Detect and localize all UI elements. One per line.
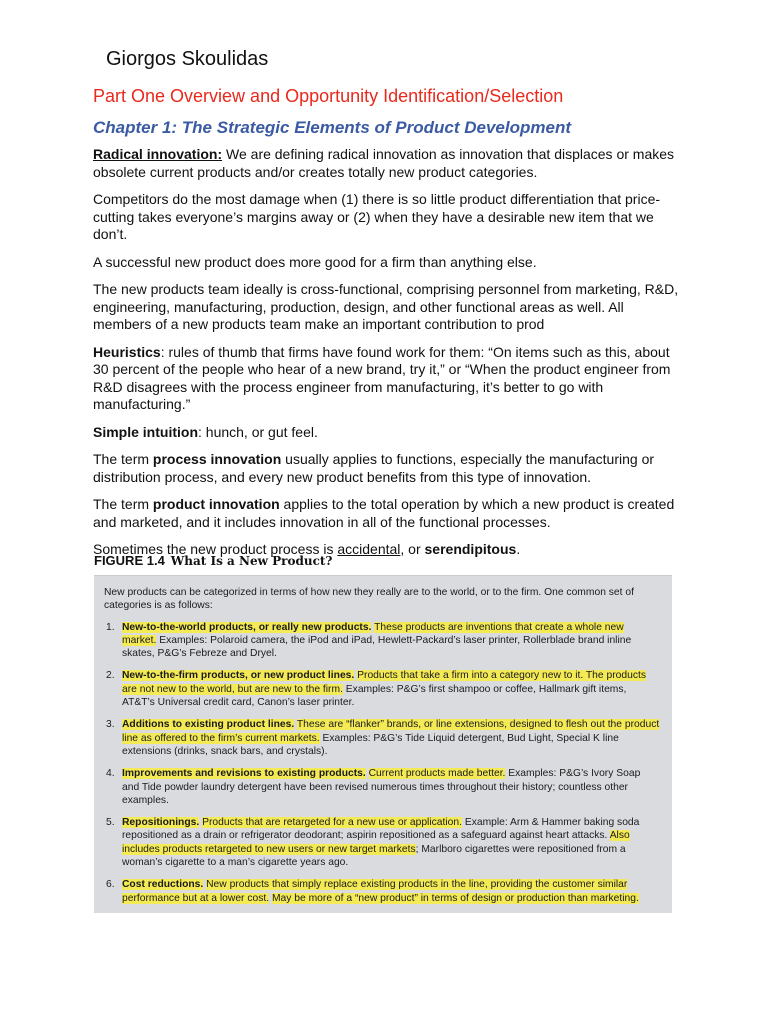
paragraph-text: . — [516, 541, 521, 557]
paragraph-heuristics — [93, 344, 683, 414]
part-title: Part One Overview and Opportunity Identification/Selection — [93, 86, 564, 106]
list-item — [104, 878, 660, 905]
body-text — [93, 146, 683, 569]
list-item-text: Examples: P&G’s first shampoo or coffee, Hallmark gift items, AT&T’s Universal credit card, Canon’s laser printer. — [122, 683, 627, 709]
paragraph-text: The term — [93, 496, 153, 512]
list-item — [104, 816, 660, 869]
list-item-text: Examples: P&G’s Tide Liquid detergent, Bud Light, Special K line extensions (drinks, snack bars, and crystals). — [122, 732, 619, 757]
paragraph-text: A successful new product does more good for a firm than anything else. — [93, 253, 537, 270]
author-name: Giorgos Skoulidas — [106, 48, 269, 70]
figure-title: What Is a New Product? — [170, 554, 333, 568]
paragraph-text: The term — [93, 451, 153, 467]
paragraph-text: applies to the total operation by which a new product is created and marketed, and it includes innovation in all of the functional processes. — [93, 496, 675, 530]
paragraph-text: We are defining radical innovation as innovation that displaces or makes obsolete current products and/or creates totally new product categories. — [93, 146, 675, 180]
list-item-text: Examples: Polaroid camera, the iPod and iPad, Hewlett-Packard’s laser printer, Rollerblade brand inline skates, P&G’s Febreze and Dryel. — [122, 634, 632, 660]
list-item-highlight: Also includes products retargeted to new users or new target markets — [122, 830, 630, 855]
list-item — [104, 669, 660, 709]
list-item-text: Example: Arm & Hammer baking soda repositioned as a drain or refrigerator deodorant; aspirin repositioned as a safeguard against heart attacks. — [122, 817, 640, 842]
list-item-term: New-to-the-world products, or really new products. — [122, 621, 372, 633]
figure-number: FIGURE 1.4 — [94, 553, 165, 568]
chapter-title: Chapter 1: The Strategic Elements of Product Development — [93, 118, 571, 137]
list-item-highlight: Products that are retargeted for a new use or application. — [202, 817, 462, 829]
list-item-highlight: Products that take a firm into a category new to it. The products are not new to the world, but are new to the firm. — [122, 670, 646, 695]
term-heuristics: Heuristics — [93, 343, 161, 360]
list-item-highlight: New products that simply replace existing products in the line, providing the customer similar performance but at a lower cost. — [122, 879, 628, 904]
list-item — [104, 621, 660, 661]
paragraph-radical-innovation — [93, 146, 683, 181]
list-item-number: 1. — [106, 621, 115, 633]
paragraph-text: : rules of thumb that firms have found work for them: “On items such as this, about 30 percent of the people who hear of a new brand, try it,” or “When the product engineer from R&D disagrees with the process engineer from manufacturing, it’s better to go with manufacturing.” — [93, 343, 671, 412]
list-item-number: 4. — [106, 768, 115, 780]
term-radical-innovation: Radical innovation: — [93, 146, 223, 162]
paragraph-process-innovation — [93, 451, 683, 486]
list-item-term: New-to-the-firm products, or new product lines. — [122, 670, 355, 682]
list-item-highlight: Current products made better. — [368, 768, 506, 780]
list-item-term: Cost reductions. — [122, 879, 204, 891]
figure-box — [94, 575, 672, 913]
list-item-highlight: These are “flanker” brands, or line extensions, designed to flesh out the product line as offered to the firm’s current markets. — [122, 719, 660, 744]
term-accidental: accidental — [337, 541, 401, 557]
paragraph-successful-product — [93, 254, 683, 272]
list-item-number: 6. — [106, 879, 115, 891]
term-serendipitous: serendipitous — [424, 541, 517, 557]
list-item-term: Improvements and revisions to existing products. — [122, 768, 366, 780]
figure-intro: New products can be categorized in terms of how new they really are to the world, or to the firm. One common set of categories is as follows: — [104, 587, 634, 612]
list-item-text: Examples: P&G’s Ivory Soap and Tide powder laundry detergent have been revised numerous times throughout their history; countless other examples. — [122, 768, 641, 806]
figure-list — [104, 621, 660, 905]
figure-caption — [94, 553, 332, 568]
list-item-highlight: May be more of a “new product” in terms of design or production than marketing. — [271, 892, 639, 904]
list-item — [104, 767, 660, 807]
list-item-number: 2. — [106, 670, 115, 682]
list-item — [104, 718, 660, 758]
list-item-term: Repositionings. — [122, 817, 200, 829]
paragraph-text: The new products team ideally is cross-functional, comprising personnel from marketing, R&D, engineering, manufacturing, production, design, and other functional areas as well. All members of a new products team make an important contribution to prod — [93, 281, 679, 332]
list-item-term: Additions to existing product lines. — [122, 719, 295, 731]
paragraph-product-innovation — [93, 496, 683, 531]
paragraph-text: , or — [400, 541, 425, 557]
term-process-innovation: process innovation — [152, 451, 282, 467]
list-item-highlight: These products are inventions that create a whole new market. — [122, 621, 624, 646]
paragraph-simple-intuition — [93, 424, 683, 442]
paragraph-text: Sometimes the new product process is — [93, 541, 338, 557]
paragraph-competitors — [93, 191, 683, 244]
list-item-text: ; Marlboro cigarettes were repositioned from a woman’s cigarette to a man’s cigarette years ago. — [122, 843, 626, 869]
list-item-number: 3. — [106, 719, 115, 731]
paragraph-team — [93, 281, 683, 334]
paragraph-text: : hunch, or gut feel. — [198, 423, 318, 440]
list-item-number: 5. — [106, 817, 115, 829]
term-simple-intuition: Simple intuition — [93, 423, 198, 440]
term-product-innovation: product innovation — [152, 496, 280, 512]
paragraph-text: usually applies to functions, especially the manufacturing or distribution process, and every new product benefits from this type of innovation. — [93, 451, 655, 485]
paragraph-text: Competitors do the most damage when (1) there is so little product differentiation that price-cutting takes everyone’s margins away or (2) when they have a desirable new item that we don’t. — [93, 191, 661, 242]
